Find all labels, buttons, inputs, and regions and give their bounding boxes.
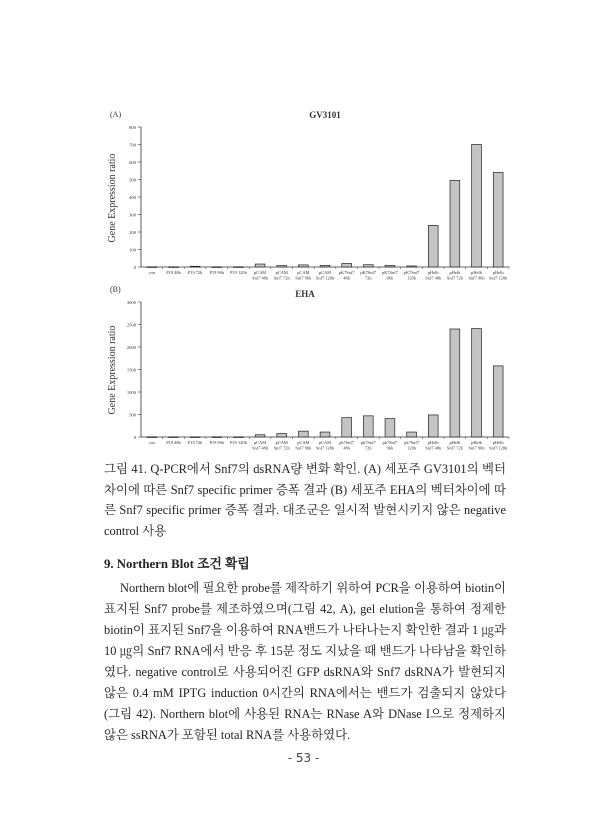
bar (407, 432, 417, 437)
bar (385, 419, 395, 437)
y-tick-label: 500 (129, 412, 136, 418)
bar (298, 431, 308, 437)
x-tick-label: pK7Snf7 (382, 270, 398, 275)
x-tick-label: pK7Snf7 (403, 270, 420, 275)
chart-b-title: EHA (295, 289, 315, 299)
chart-b-svg (100, 283, 510, 451)
x-tick-label: Snf7 48h (425, 275, 442, 281)
x-tick-label: Snf7 72h (273, 275, 290, 281)
x-tick-label: pHelb (449, 270, 461, 275)
x-tick-label: pCAM (275, 270, 288, 275)
bar (320, 265, 330, 267)
figure-caption: 그림 41. Q-PCR에서 Snf7의 dsRNA량 변화 확인. (A) 세포주 GV3101의 벡터차이에 따른 Snf7 specific primer 증폭 결과 (B) 세포주 EHA의 벡터차이에 따른 Snf7 specific primer 증폭 결과. 대조군은 일시적 발현시키지 않은 negative control 사용 (104, 462, 506, 538)
y-tick-label: 3000 (126, 299, 136, 305)
bar (363, 416, 373, 437)
x-tick-label: Snf7 48h (252, 275, 269, 281)
x-tick-label: Snf7 96h (295, 445, 312, 451)
bar (255, 264, 265, 267)
bar (450, 180, 460, 267)
x-tick-label: 96h (386, 275, 394, 281)
x-tick-label: pk7Snf7 (360, 440, 376, 445)
y-tick-label: 200 (129, 229, 136, 235)
x-tick-label: 72h (364, 275, 372, 281)
y-tick-label: 1500 (126, 367, 136, 373)
bar (428, 225, 438, 267)
x-tick-label: P19 48h (166, 270, 181, 275)
x-tick-label: pHelb (427, 270, 439, 275)
body-paragraph-text: Northern blot에 필요한 probe를 제작하기 위하여 PCR을 이용하여 biotin이 표지된 Snf7 probe를 제조하였으며(그림 42, A), gel elution을 통하여 정제한 biotin이 표지된 Snf7을 이용하여 RNA밴드가 나타나는지 확인한 결과 1 ㎍과 10 ㎍의 Snf7 RNA에서 반응 후 15분 정도 지났을 때 밴드가 나타남을 확인하였다. negative control로 사용되어진 GFP dsRNA와 Snf7 dsRNA가 발현되지 않은 0.4 mM IPTG induction 0시간의 RNA에서는 밴드가 검출되지 않았다(그림 42). Northern blot에 사용된 RNA는 RNase A와 DNase I으로 정제하지 않은 ssRNA가 포함된 total RNA를 사용하였다. (104, 581, 506, 742)
y-tick-label: 1000 (126, 389, 136, 395)
x-tick-label: P19 48h (166, 440, 181, 445)
chart-a-title: GV3101 (309, 110, 341, 120)
y-tick-label: 2500 (126, 322, 136, 328)
y-tick-label: 700 (129, 142, 136, 148)
y-tick-label: 600 (129, 159, 136, 165)
chart-a-ylabel: Gene Expression ratio (107, 153, 118, 243)
chart-b-ylabel: Gene Expression ratio (107, 325, 118, 415)
x-tick-label: 96h (386, 445, 394, 451)
x-tick-label: con (148, 270, 155, 275)
bar (342, 418, 352, 437)
bar (407, 266, 417, 267)
bar (320, 432, 330, 437)
bar (234, 437, 244, 438)
x-tick-label: Snf7 48h (425, 445, 442, 451)
bar (363, 265, 373, 267)
x-tick-label: 120h (407, 275, 416, 281)
x-tick-label: Snf7 72h (273, 445, 290, 451)
section-heading: 9. Northern Blot 조건 확립 (104, 557, 250, 571)
y-tick-label: 400 (129, 194, 136, 200)
body-paragraph (104, 578, 506, 746)
bar (147, 267, 157, 268)
bar (342, 264, 352, 268)
x-tick-label: pCAM (253, 440, 267, 445)
y-tick-label: 2000 (126, 344, 136, 350)
x-tick-label: pk7Snf7 (382, 440, 398, 445)
bar (277, 266, 287, 267)
x-tick-label: pk7Snf7 (404, 440, 420, 445)
x-tick-label: pk7Snf7 (339, 440, 355, 445)
x-tick-label: con (148, 440, 155, 445)
page-number: - 53 - (287, 751, 320, 765)
x-tick-label: pCAM (275, 440, 288, 445)
bar (212, 437, 222, 438)
bar (385, 265, 395, 267)
bar (255, 435, 265, 437)
x-tick-label: P19 72h (187, 270, 203, 275)
x-tick-label: pHelb (471, 270, 482, 275)
chart-a-gv3101 (100, 108, 510, 288)
chart-b-plot (127, 300, 509, 451)
bar (493, 173, 503, 268)
x-tick-label: 48h (343, 275, 350, 281)
x-tick-label: Snf7 96h (468, 275, 485, 281)
x-tick-label: Snf7 96h (468, 445, 485, 451)
bar (277, 434, 287, 437)
x-tick-label: 48h (343, 445, 350, 451)
x-tick-label: pK7Snf7 (360, 270, 377, 275)
x-tick-label: pHelb (492, 440, 504, 445)
x-tick-label: pHelb (492, 270, 504, 275)
x-tick-label: Snf7 72h (446, 445, 463, 451)
x-tick-label: Snf7 72h (446, 275, 463, 281)
x-tick-label: Snf7 120h (489, 445, 508, 451)
x-tick-label: pK7Snf7 (338, 270, 355, 275)
x-tick-label: 72h (364, 445, 372, 451)
x-tick-label: Snf7 48h (252, 445, 269, 451)
x-tick-label: P19 72h (187, 440, 203, 445)
y-tick-label: 800 (129, 124, 136, 130)
x-tick-label: pCAM (297, 440, 310, 445)
x-tick-label: P19 120h (230, 270, 247, 275)
bar (298, 265, 308, 267)
x-tick-label: P19 120h (230, 440, 247, 445)
bar (212, 267, 222, 268)
x-tick-label: pCAM (297, 270, 310, 275)
chart-a-svg (100, 108, 510, 288)
y-tick-label: 0 (133, 434, 136, 440)
bar (234, 267, 244, 268)
y-tick-label: 0 (133, 264, 136, 270)
bar (169, 437, 179, 438)
x-tick-label: pHelb (449, 440, 461, 445)
y-tick-label: 500 (129, 177, 136, 183)
x-tick-label: P19 96h (209, 270, 225, 275)
bar (147, 437, 157, 438)
y-tick-label: 300 (129, 212, 136, 218)
bar (190, 266, 200, 267)
x-tick-label: pCAM (318, 270, 332, 275)
bar (472, 329, 482, 437)
bar (450, 329, 460, 437)
bar (169, 267, 179, 268)
x-tick-label: Snf7 120h (489, 275, 508, 281)
x-tick-label: Snf7 120h (315, 275, 335, 281)
chart-b-eha (100, 283, 510, 451)
bar (190, 437, 200, 438)
bar (472, 145, 482, 268)
x-tick-label: pHelb (427, 440, 439, 445)
x-tick-label: Snf7 96h (295, 275, 312, 281)
x-tick-label: pCAM (318, 440, 332, 445)
bar (493, 366, 503, 437)
x-tick-label: P19 96h (209, 440, 225, 445)
chart-a-panel-label: (A) (110, 110, 122, 119)
y-tick-label: 100 (129, 247, 136, 253)
chart-a-plot (129, 125, 509, 281)
x-tick-label: 120h (407, 445, 416, 451)
x-tick-label: Snf7 120h (315, 445, 335, 451)
x-tick-label: pHelb (471, 440, 482, 445)
chart-b-panel-label: (B) (110, 285, 121, 294)
bar (428, 415, 438, 437)
x-tick-label: pCAM (253, 270, 267, 275)
